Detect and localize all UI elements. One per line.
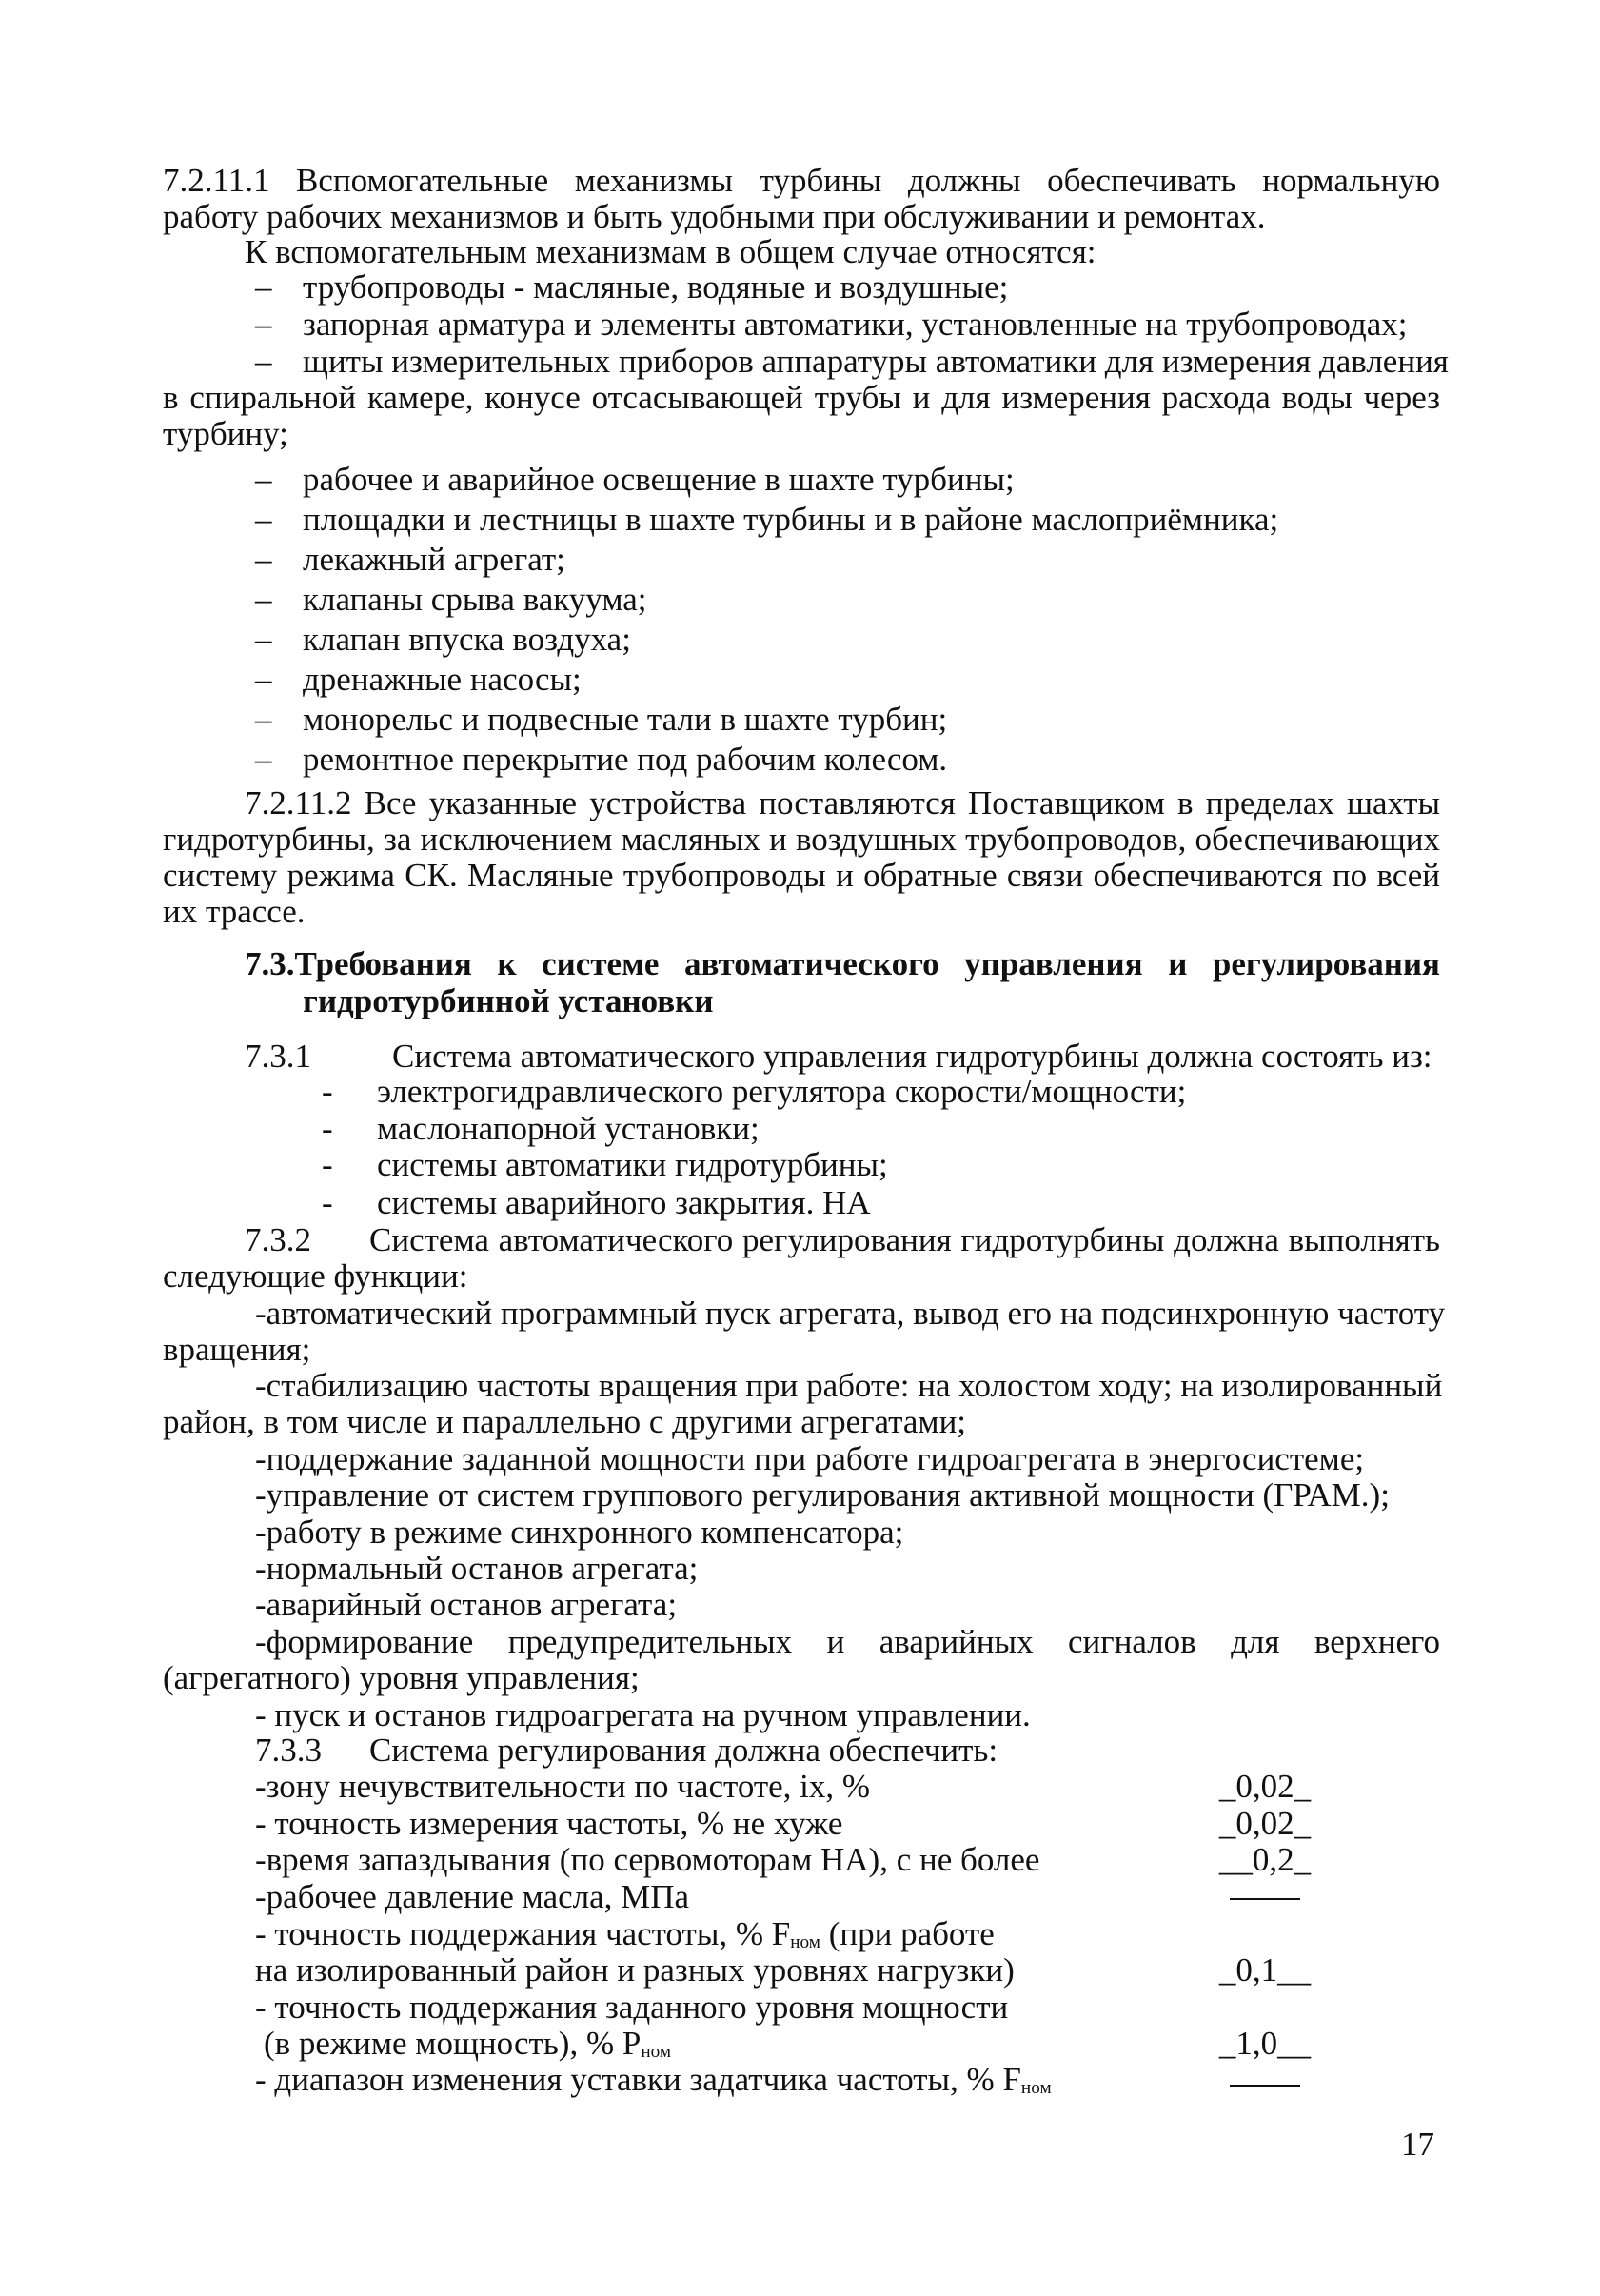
requirement-label-continuation: на изолированный район и разных уровнях нагрузки) — [255, 1951, 1015, 1989]
list-item: маслонапорной установки; — [377, 1110, 760, 1147]
paragraph-7-2-11-1-line-3: К вспомогательным механизмам в общем случае относятся: — [245, 233, 1096, 270]
requirement-label: -зону нечувствительности по частоте, ix, % — [255, 1768, 871, 1805]
list-dash: – — [255, 306, 272, 343]
list-item: рабочее и аварийное освещение в шахте турбины; — [303, 461, 1015, 498]
clause-number: 7.3.1 — [245, 1038, 311, 1075]
list-item: площадки и лестницы в шахте турбины и в районе маслоприёмника; — [303, 501, 1279, 538]
function-item: -управление от систем группового регулирования активной мощности (ГРАМ.); — [255, 1476, 1390, 1514]
function-item-continuation: район, в том числе и параллельно с другими агрегатами; — [163, 1403, 967, 1440]
list-dash: – — [255, 268, 272, 306]
requirement-value: _0,1__ — [1218, 1951, 1312, 1989]
requirement-label-continuation: (в режиме мощность), % $P_{ном}$ — [264, 2025, 672, 2062]
list-dash: - — [322, 1073, 333, 1110]
paragraph-7-2-11-2-line-4: их трассе. — [163, 893, 306, 930]
list-item: запорная арматура и элементы автоматики, установленные на трубопроводах; — [303, 306, 1408, 343]
function-item: -поддержание заданной мощности при работе гидроагрегата в энергосистеме; — [255, 1440, 1365, 1477]
function-item: -работу в режиме синхронного компенсатора; — [255, 1514, 904, 1551]
function-item: -нормальный останов агрегата; — [255, 1550, 699, 1587]
list-dash: – — [255, 343, 272, 380]
function-item-continuation: вращения; — [163, 1331, 311, 1368]
clause-7-3-1-text: Система автоматического управления гидротурбины должна состоять из: — [392, 1038, 1432, 1075]
paragraph-7-2-11-2-line-2: гидротурбины, за исключением масляных и воздушных трубопроводов, обеспечивающих — [163, 821, 1440, 858]
blank-value-line — [1230, 2085, 1300, 2087]
clause-7-3-2-text-continuation: следующие функции: — [163, 1257, 468, 1295]
function-item: - пуск и останов гидроагрегата на ручном управлении. — [255, 1696, 1031, 1733]
list-dash: – — [255, 581, 272, 618]
list-item: ремонтное перекрытие под рабочим колесом. — [303, 741, 948, 778]
requirement-value: _1,0__ — [1218, 2025, 1312, 2062]
function-item-continuation: (агрегатного) уровня управления; — [163, 1659, 640, 1696]
list-item: трубопроводы - масляные, водяные и воздушные; — [303, 268, 1009, 306]
list-dash: - — [322, 1110, 333, 1147]
list-item: лекажный агрегат; — [303, 541, 565, 578]
list-dash: – — [255, 541, 272, 578]
function-item: -аварийный останов агрегата; — [255, 1586, 678, 1623]
list-item: клапаны срыва вакуума; — [303, 581, 647, 618]
paragraph-7-2-11-1-line-1: 7.2.11.1 Вспомогательные механизмы турбины должны обеспечивать нормальную — [163, 162, 1440, 199]
list-item: клапан впуска воздуха; — [303, 621, 631, 658]
requirement-label: -рабочее давление масла, МПа — [255, 1878, 690, 1915]
list-dash: – — [255, 741, 272, 778]
clause-7-3-3-text: Система регулирования должна обеспечить: — [369, 1732, 998, 1769]
clause-number: 7.3.3 — [255, 1732, 322, 1769]
function-item: -автоматический программный пуск агрегата, вывод его на подсинхронную частоту — [255, 1295, 1446, 1332]
requirement-value: _0,02_ — [1218, 1805, 1312, 1842]
list-item: системы аварийного закрытия. НА — [377, 1184, 871, 1221]
list-dash: – — [255, 501, 272, 538]
requirement-label: - точность поддержания заданного уровня мощности — [255, 1989, 1009, 2026]
requirement-label: -время запаздывания (по сервомоторам НА), с не более — [255, 1841, 1040, 1878]
list-item: монорельс и подвесные тали в шахте турбин; — [303, 701, 948, 738]
paragraph-7-2-11-2-line-3: систему режима СК. Масляные трубопроводы и обратные связи обеспечиваются по всей — [163, 857, 1440, 894]
blank-value-line — [1230, 1898, 1300, 1900]
function-item: -формирование предупредительных и аварийных сигналов для верхнего — [255, 1623, 1440, 1660]
section-heading-continuation: гидротурбинной установки — [303, 982, 714, 1019]
list-dash: - — [322, 1146, 333, 1183]
list-dash: – — [255, 461, 272, 498]
clause-number: 7.3.2 — [245, 1221, 311, 1258]
requirement-label: - точность измерения частоты, % не хуже — [255, 1805, 843, 1842]
list-item: электрогидравлического регулятора скорости/мощности; — [377, 1073, 1187, 1110]
list-item: дренажные насосы; — [303, 661, 582, 698]
paragraph-7-2-11-2-line-1: 7.2.11.2 Все указанные устройства поставляются Поставщиком в пределах шахты — [245, 784, 1440, 821]
requirement-label: - точность поддержания частоты, % $F_{ном}$ (при работе — [255, 1915, 995, 1952]
list-item-continuation: турбину; — [163, 415, 288, 452]
list-dash: – — [255, 701, 272, 738]
clause-7-3-2-text: Система автоматического регулирования гидротурбины должна выполнять — [369, 1221, 1440, 1258]
list-dash: – — [255, 621, 272, 658]
page-number: 17 — [1401, 2126, 1434, 2163]
requirement-label: - диапазон изменения уставки задатчика частоты, % $F_{ном}$ — [255, 2061, 1052, 2098]
list-dash: - — [322, 1184, 333, 1221]
requirement-value: __0,2_ — [1218, 1841, 1312, 1878]
list-item: системы автоматики гидротурбины; — [377, 1146, 888, 1183]
function-item: -стабилизацию частоты вращения при работе: на холостом ходу; на изолированный — [255, 1367, 1443, 1404]
list-item: щиты измерительных приборов аппаратуры автоматики для измерения давления — [303, 343, 1449, 380]
list-dash: – — [255, 661, 272, 698]
section-heading: 7.3.Требования к системе автоматического управления и регулирования — [245, 945, 1440, 982]
list-item-continuation: в спиральной камере, конусе отсасывающей трубы и для измерения расхода воды через — [163, 379, 1440, 416]
requirement-value: _0,02_ — [1218, 1768, 1312, 1805]
paragraph-7-2-11-1-line-2: работу рабочих механизмов и быть удобными при обслуживании и ремонтах. — [163, 198, 1266, 235]
